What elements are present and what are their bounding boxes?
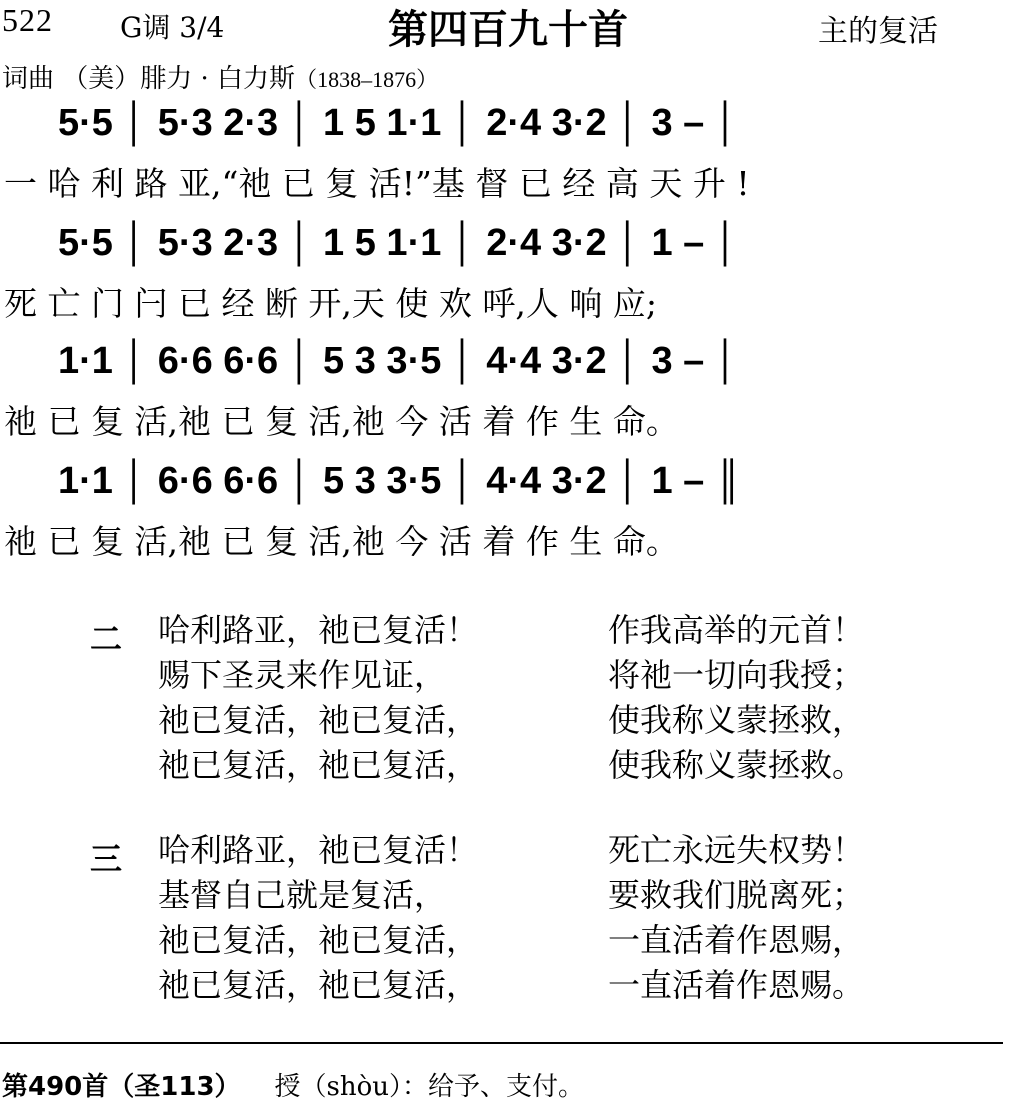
verse-number-2: 二	[90, 620, 123, 658]
verse-3-left	[158, 828, 478, 1008]
verse-line: 一直活着作恩赐，	[608, 921, 865, 959]
notation-line-3: 1·1 │ 6·6 6·6 │ 5 3 3·5 │ 4·4 3·2 │ 3 – │	[58, 340, 739, 382]
footnote-divider	[0, 1042, 1003, 1044]
notation-line-4: 1·1 │ 6·6 6·6 │ 5 3 3·5 │ 4·4 3·2 │ 1 – ║	[58, 460, 742, 502]
footnote-ref: 第490首（圣113）	[2, 1072, 241, 1102]
author-line	[2, 58, 438, 95]
author-years: （1838–1876）	[295, 67, 439, 92]
verse-line: 祂已复活，祂已复活，	[158, 921, 479, 959]
verse-line: 使我称义蒙拯救。	[608, 746, 865, 784]
lyrics-line-2: 死 亡 门 闩 已 经 断 开,天 使 欢 呼,人 响 应;	[4, 284, 657, 323]
verse-line: 祂已复活，祂已复活，	[158, 746, 479, 784]
verse-line: 要救我们脱离死；	[608, 876, 865, 914]
footnote-text: 授（shòu）：给予、支付。	[274, 1072, 585, 1102]
notation-line-2: 5·5 │ 5·3 2·3 │ 1 5 1·1 │ 2·4 3·2 │ 1 – │	[58, 222, 739, 264]
verse-line: 作我高举的元首！	[608, 611, 865, 649]
key-meter: G调 3/4	[120, 11, 225, 44]
verse-line: 将祂一切向我授；	[608, 656, 865, 694]
verse-line: 赐下圣灵来作见证，	[158, 656, 447, 694]
hymn-name: 主的复活	[818, 14, 938, 49]
verse-line: 死亡永远失权势！	[608, 831, 865, 869]
verse-2-left	[158, 608, 478, 788]
verse-line: 祂已复活，祂已复活，	[158, 966, 479, 1004]
verse-line: 一直活着作恩赐。	[608, 966, 865, 1004]
footnote	[2, 1066, 584, 1103]
hymn-number: 522	[2, 2, 53, 38]
verse-line: 使我称义蒙拯救，	[608, 701, 865, 739]
verse-line: 哈利路亚，祂已复活！	[158, 831, 479, 869]
verse-2-right	[608, 608, 864, 788]
lyrics-line-1: 一 哈 利 路 亚,“祂 已 复 活!”基 督 已 经 高 天 升 !	[4, 164, 750, 203]
verse-line: 祂已复活，祂已复活，	[158, 701, 479, 739]
verse-line: 基督自己就是复活，	[158, 876, 447, 914]
verse-number-3: 三	[90, 840, 123, 878]
verse-line: 哈利路亚，祂已复活！	[158, 611, 479, 649]
lyrics-line-4: 祂 已 复 活,祂 已 复 活,祂 今 活 着 作 生 命。	[4, 522, 679, 561]
page-title: 第四百九十首	[388, 7, 628, 53]
verse-3-right	[608, 828, 864, 1008]
notation-line-1: 5·5 │ 5·3 2·3 │ 1 5 1·1 │ 2·4 3·2 │ 3 – │	[58, 102, 739, 144]
lyrics-line-3: 祂 已 复 活,祂 已 复 活,祂 今 活 着 作 生 命。	[4, 402, 679, 441]
author-name: 词曲 （美）腓力 · 白力斯	[2, 64, 296, 94]
